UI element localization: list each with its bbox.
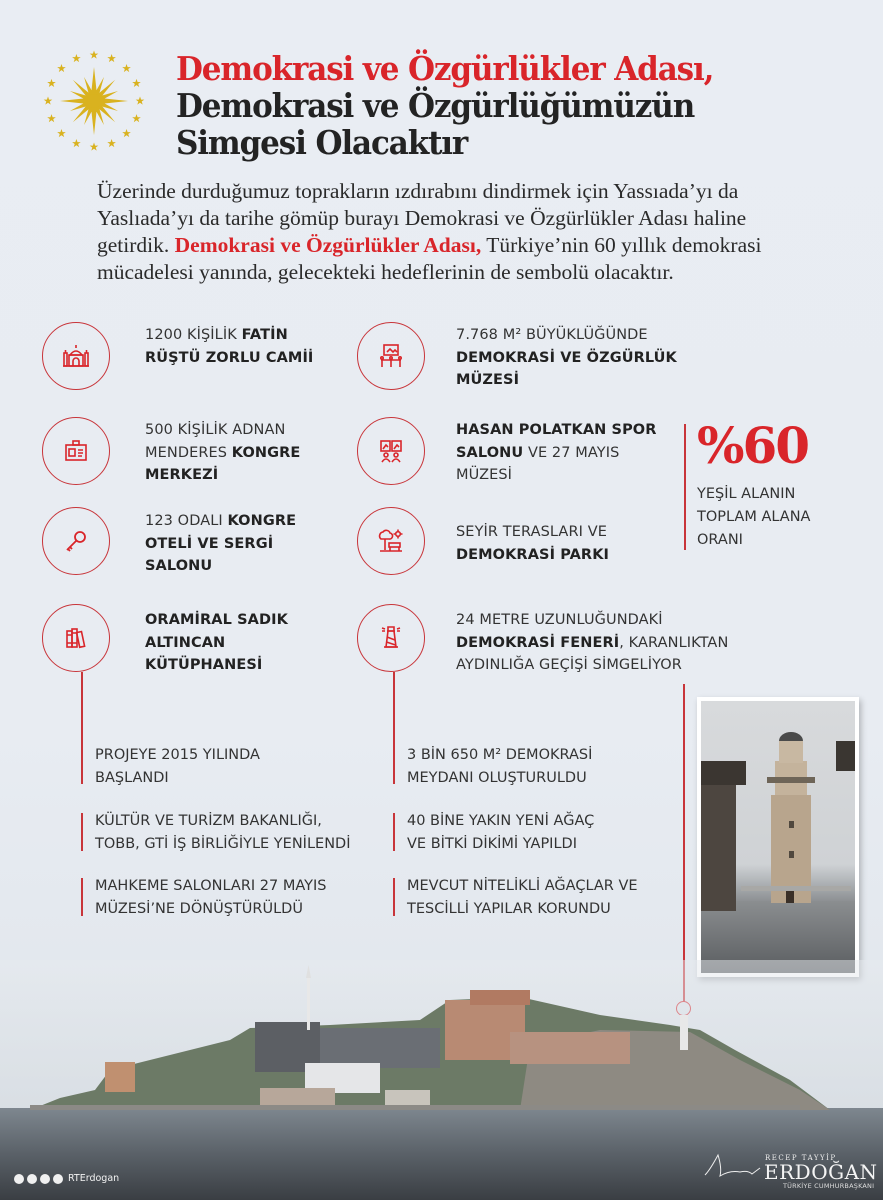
- park-icon: [376, 526, 406, 556]
- key-icon: [61, 526, 91, 556]
- intro-text-1: Üzerinde durduğumuz toprakların ızdırabını dindirmek için Yassıada’yı da Yaslıada’yı da tarihe gömüp burayı Demokrasi ve Özgürlükler Adası haline getirdik.: [97, 179, 747, 257]
- museum-icon-circle: [357, 322, 425, 390]
- gallery-icon: [376, 436, 406, 466]
- connector-line-right: [393, 672, 395, 784]
- facebook-icon[interactable]: [27, 1174, 37, 1184]
- books-icon: [61, 623, 91, 653]
- green-area-label: YEŞİL ALANIN TOPLAM ALANA ORANI: [697, 486, 811, 548]
- connector-line-left: [81, 672, 83, 784]
- twitter-icon[interactable]: [14, 1174, 24, 1184]
- mosque-icon-circle: [42, 322, 110, 390]
- lighthouse-icon-circle: [357, 604, 425, 672]
- green-area-percent: %60: [697, 416, 809, 475]
- feature-sports-hall: HASAN POLATKAN SPOR SALONU VE 27 MAYIS MÜZESİ: [456, 422, 657, 483]
- feature-mosque: 1200 KİŞİLİK FATİN RÜŞTÜ ZORLU CAMİİ: [145, 327, 314, 366]
- signature-last-name: ERDOĞAN: [764, 1160, 878, 1184]
- connector-segment: [81, 878, 83, 916]
- fact-right-2: 40 BİNE YAKIN YENİ AĞAÇ VE BİTKİ DİKİMİ YAPILDI: [407, 813, 595, 852]
- intro-text-2: Türkiye’nin 60 yıllık demokrasi mücadelesi yanında, gelecekteki hedeflerinin de sembolü olacaktır.: [97, 233, 762, 284]
- museum-icon: [376, 341, 406, 371]
- lighthouse-icon: [376, 623, 406, 653]
- lighthouse-photo: [697, 697, 859, 977]
- intro-paragraph: [97, 178, 797, 286]
- signature-title: TÜRKİYE CUMHURBAŞKANI: [783, 1182, 875, 1190]
- feature-congress-hotel: 123 ODALI KONGRE OTELİ VE SERGİ SALONU: [145, 513, 297, 574]
- key-icon-circle: [42, 507, 110, 575]
- gallery-icon-circle: [357, 417, 425, 485]
- title-line-2: Demokrasi ve Özgürlüğümüzün: [176, 86, 695, 125]
- fact-right-1: 3 BİN 650 M² DEMOKRASİ MEYDANI OLUŞTURULDU: [407, 747, 593, 786]
- feature-congress-center: 500 KİŞİLİK ADNAN MENDERES KONGRE MERKEZİ: [145, 422, 301, 483]
- fact-left-2: KÜLTÜR VE TURİZM BAKANLIĞI, TOBB, GTİ İŞ BİRLİĞİYLE YENİLENDİ: [95, 813, 351, 852]
- connector-segment: [393, 878, 395, 916]
- fact-left-3: MAHKEME SALONLARI 27 MAYIS MÜZESİ’NE DÖNÜŞTÜRÜLDÜ: [95, 878, 327, 917]
- title-line-1: Demokrasi ve Özgürlükler Adası,: [176, 49, 714, 88]
- youtube-icon[interactable]: [53, 1174, 63, 1184]
- title-line-3: Simgesi Olacaktır: [176, 123, 468, 162]
- social-links: [14, 1173, 119, 1184]
- signature-first-name: RECEP TAYYİP: [765, 1154, 837, 1162]
- lighthouse-illustration: [701, 701, 855, 973]
- instagram-icon[interactable]: [40, 1174, 50, 1184]
- page-title: [176, 50, 713, 161]
- feature-library: ORAMİRAL SADIK ALTINCAN KÜTÜPHANESİ: [145, 612, 288, 673]
- social-handle[interactable]: RTErdogan: [68, 1173, 120, 1184]
- lighthouse-pointer-line: [683, 684, 685, 1002]
- fact-right-3: MEVCUT NİTELİKLİ AĞAÇLAR VE TESCİLLİ YAPILAR KORUNDU: [407, 878, 638, 917]
- feature-lighthouse: 24 METRE UZUNLUĞUNDAKİ DEMOKRASİ FENERİ, KARANLIKTAN AYDINLIĞA GEÇİŞİ SİMGELİYOR: [456, 612, 729, 673]
- park-icon-circle: [357, 507, 425, 575]
- feature-museum: 7.768 M² BÜYÜKLÜĞÜNDE DEMOKRASİ VE ÖZGÜRLÜK MÜZESİ: [456, 327, 677, 388]
- fact-left-1: PROJEYE 2015 YILINDA BAŞLANDI: [95, 747, 260, 786]
- id-card-icon-circle: [42, 417, 110, 485]
- presidential-seal-icon: [38, 45, 150, 157]
- books-icon-circle: [42, 604, 110, 672]
- intro-highlight: Demokrasi ve Özgürlükler Adası,: [174, 233, 482, 257]
- connector-segment: [81, 813, 83, 851]
- connector-segment: [393, 813, 395, 851]
- mosque-icon: [61, 341, 91, 371]
- stat-divider: [684, 424, 686, 550]
- feature-park: SEYİR TERASLARI VE DEMOKRASİ PARKI: [456, 524, 610, 563]
- id-card-icon: [61, 436, 91, 466]
